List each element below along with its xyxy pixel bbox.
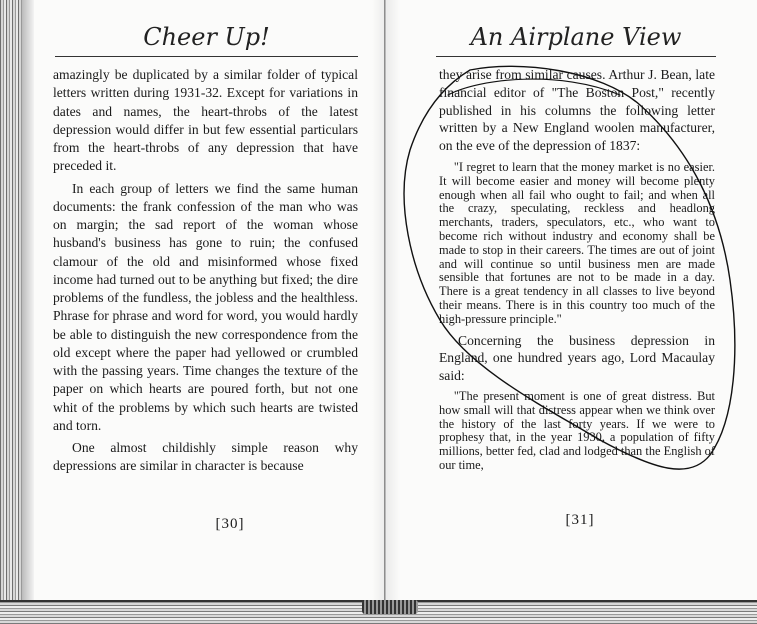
paragraph: In each group of letters we find the same human documents: the frank confession of the man who was on margin; the sad report of the woman whose husband's business has gone to ruin; the confused clamour of the old and misinformed whose fixed income had turned out to be anything but fixed; the dire problems of the fundless, the jobless and the healthless. Phrase for phrase and word for word, you would hardly be able to distinguish the new correspondence from the old except where the paper had yellowed or crumbled with the passing years. Time changes the texture of the paper on which hearts are poured forth, but not one whit of the problems by which such hearts are twisted and torn. bbox=[53, 180, 358, 433]
header-rule-left bbox=[55, 56, 358, 57]
left-page bbox=[40, 0, 370, 532]
right-page-body bbox=[439, 66, 715, 473]
right-page bbox=[430, 0, 730, 528]
left-binding-shadow bbox=[22, 0, 34, 610]
running-header-right: An Airplane View bbox=[470, 23, 682, 51]
paragraph: Concerning the business depression in England, one hundred years ago, Lord Macaulay said: bbox=[439, 332, 715, 384]
left-page-body bbox=[53, 66, 358, 476]
header-rule-right bbox=[436, 56, 716, 57]
spine-shadow bbox=[372, 0, 400, 604]
binding-thread bbox=[362, 600, 418, 614]
running-header-left: Cheer Up! bbox=[143, 23, 270, 51]
left-binding-edge bbox=[0, 0, 22, 610]
page-number-left: [30] bbox=[215, 516, 245, 532]
page-number-right: [31] bbox=[565, 512, 595, 528]
block-quote: "The present moment is one of great distress. But how small will that distress appear when we think over the history of the last forty years. If we were to prophesy that, in the year 1930, a population of fifty millions, better fed, clad and lodged than the English of our time, bbox=[439, 388, 715, 472]
paragraph: they arise from similar causes. Arthur J. Bean, late financial editor of "The Boston Post," recently published in his columns the following letter written by a New England woolen manufacturer, on the eve of the depression of 1837: bbox=[439, 67, 715, 154]
block-quote: "I regret to learn that the money market is no easier. It will become easier and money will become plenty enough when all fail who ought to fail; and when all the crazy, speculating, reckless and headlong merchants, traders, speculators, etc., who want to become rich without industry and economy shall be made to stop in their careers. The times are out of joint and will continue so until business men are made sensible that fortunes are not to be made in a day. There is a great tendency in all classes to live beyond their means. There is in this country too much of the high-pressure principle." bbox=[439, 159, 715, 326]
paragraph: One almost childishly simple reason why depressions are similar in character is because bbox=[53, 440, 358, 474]
book-spine bbox=[384, 0, 386, 604]
paragraph: amazingly be duplicated by a similar folder of typical letters written during 1931-32. Except for variations in dates and names, the heart-throbs of the latest depression would differ in but few essential particulars from the heart-throbs of any depression that have preceded it. bbox=[53, 67, 358, 174]
